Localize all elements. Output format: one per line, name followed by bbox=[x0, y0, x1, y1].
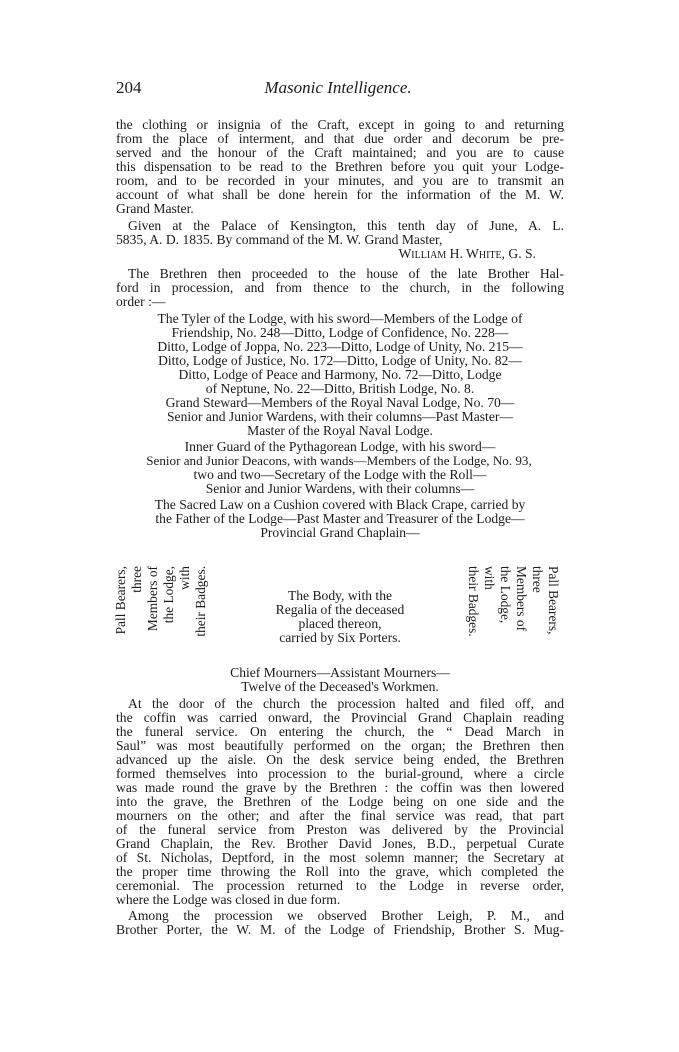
narrative-line: of the funeral service from Preston was delivered by the Provincial bbox=[116, 822, 564, 837]
dispensation-line: this dispensation to be read to the Brethren before you quit your Lodge- bbox=[116, 159, 564, 174]
procession-order-line: Friendship, No. 248—Ditto, Lodge of Confidence, No. 228— bbox=[171, 325, 509, 340]
narrative-line: formed themselves into procession to the burial-ground, where a circle bbox=[116, 766, 564, 781]
procession-order-line: the Father of the Lodge—Past Master and Treasurer of the Lodge— bbox=[155, 511, 525, 526]
narrative-line: of St. Nicholas, Deptford, in the most solemn manner; the Secretary at bbox=[116, 850, 564, 865]
narrative-line: Saul” was most beautifully performed on the organ; the Brethren then bbox=[116, 738, 564, 753]
narrative-line: the coffin was carried onward, the Provincial Grand Chaplain reading bbox=[116, 710, 564, 725]
procession-order-line: Ditto, Lodge of Justice, No. 172—Ditto, Lodge of Unity, No. 82— bbox=[158, 353, 522, 368]
right-bearers-text: Pall Bearers, bbox=[546, 566, 561, 635]
procession-order-line: The Sacred Law on a Cushion covered with Black Crape, carried by bbox=[154, 497, 526, 512]
left-pall-bearers bbox=[114, 566, 214, 662]
dispensation-line: room, and to be recorded in your minutes, and you are to transmit an bbox=[116, 173, 564, 188]
narrative-line: into the grave, the Brethren of the Lodge being on one side and the bbox=[116, 794, 564, 809]
running-header bbox=[112, 78, 564, 102]
procession-order-line: Senior and Junior Wardens, with their columns— bbox=[205, 481, 475, 496]
narrative-line: Grand Chaplain, the Rev. Brother David Jones, B.D., perpetual Curate bbox=[116, 836, 564, 851]
procession-order-line: Inner Guard of the Pythagorean Lodge, with his sword— bbox=[184, 439, 496, 454]
narrative-line: At the door of the church the procession halted and filed off, and bbox=[128, 696, 564, 711]
narrative-line: the proper time throwing the Roll into the grave, which completed the bbox=[116, 864, 564, 879]
closing-line: Brother Porter, the W. M. of the Lodge of Friendship, Brother S. Mug- bbox=[116, 922, 564, 937]
narrative-line: was made round the grave by the Brethren : the coffin was then lowered bbox=[116, 780, 564, 795]
running-title: Masonic Intelligence. bbox=[264, 78, 412, 97]
bier-center-line: Regalia of the deceased bbox=[275, 602, 405, 617]
narrative-line: the funeral service. On entering the church, the “ Dead March in bbox=[116, 724, 564, 739]
left-bearers-text: Members of bbox=[145, 566, 160, 632]
left-bearers-text: with bbox=[177, 566, 192, 590]
procession-intro-line: ford in procession, and from thence to the church, in the following bbox=[116, 280, 564, 295]
procession-intro-line: order :— bbox=[116, 294, 166, 309]
dispensation-line: Grand Master. bbox=[116, 201, 194, 216]
procession-order-line: Ditto, Lodge of Peace and Harmony, No. 72—Ditto, Lodge bbox=[178, 367, 502, 382]
dispensation-line: account of what shall be done herein for the information of the M. W. bbox=[116, 187, 564, 202]
procession-order-line: Ditto, Lodge of Joppa, No. 223—Ditto, Lodge of Unity, No. 215— bbox=[157, 339, 523, 354]
dispensation-line: served and the honour of the Craft maintained; and you are to cause bbox=[116, 145, 564, 160]
given-line: Given at the Palace of Kensington, this tenth day of June, A. L. bbox=[128, 218, 564, 233]
narrative-line: advanced up the aisle. On the desk service being ended, the Brethren bbox=[116, 752, 564, 767]
dispensation-line: the clothing or insignia of the Craft, except in going to and returning bbox=[116, 117, 564, 132]
procession-order-line: The Tyler of the Lodge, with his sword—Members of the Lodge of bbox=[157, 311, 523, 326]
left-bearers-text: the Lodge, bbox=[161, 566, 176, 624]
mourners-line: Chief Mourners—Assistant Mourners— bbox=[230, 665, 450, 680]
signature: William H. White, G. S. bbox=[398, 246, 536, 261]
left-bearers-text: three bbox=[129, 566, 144, 593]
right-bearers-text: with bbox=[482, 566, 497, 590]
dispensation-line: from the place of interment, and that due order and decorum be pre- bbox=[116, 131, 564, 146]
bier-center-line: placed thereon, bbox=[298, 616, 382, 631]
right-bearers-text: Members of bbox=[514, 566, 529, 632]
procession-order-line: Master of the Royal Naval Lodge. bbox=[247, 423, 433, 438]
procession-order-line: Senior and Junior Deacons, with wands—Members of the Lodge, No. 93, bbox=[146, 453, 532, 468]
procession-order-line: Senior and Junior Wardens, with their columns—Past Master— bbox=[166, 409, 513, 424]
right-pall-bearers bbox=[466, 566, 566, 662]
right-bearers-text: their Badges. bbox=[466, 566, 481, 637]
procession-order-line: Provincial Grand Chaplain— bbox=[260, 525, 420, 540]
narrative-line: where the Lodge was closed in due form. bbox=[116, 892, 341, 907]
right-bearers-text: three bbox=[530, 566, 545, 593]
narrative-line: mourners on the other; and after the final service was read, that part bbox=[116, 808, 564, 823]
left-bearers-text: their Badges. bbox=[193, 566, 208, 637]
bier-center-line: The Body, with the bbox=[287, 588, 393, 603]
left-bearers-text: Pall Bearers, bbox=[113, 566, 128, 635]
procession-order-line: two and two—Secretary of the Lodge with the Roll— bbox=[193, 467, 487, 482]
bier-center-line: carried by Six Porters. bbox=[279, 630, 401, 645]
procession-order-line: of Neptune, No. 22—Ditto, British Lodge, No. 8. bbox=[205, 381, 475, 396]
procession-order-line: Grand Steward—Members of the Royal Naval Lodge, No. 70— bbox=[165, 395, 515, 410]
narrative-line: ceremonial. The procession returned to the Lodge in reverse order, bbox=[116, 878, 564, 893]
mourners-line: Twelve of the Deceased's Workmen. bbox=[241, 679, 439, 694]
right-bearers-text: the Lodge, bbox=[498, 566, 513, 624]
procession-intro-line: The Brethren then proceeded to the house of the late Brother Hal- bbox=[128, 266, 564, 281]
closing-line: Among the procession we observed Brother Leigh, P. M., and bbox=[128, 908, 564, 923]
given-line: 5835, A. D. 1835. By command of the M. W. Grand Master, bbox=[116, 232, 443, 247]
page-number: 204 bbox=[116, 78, 142, 97]
